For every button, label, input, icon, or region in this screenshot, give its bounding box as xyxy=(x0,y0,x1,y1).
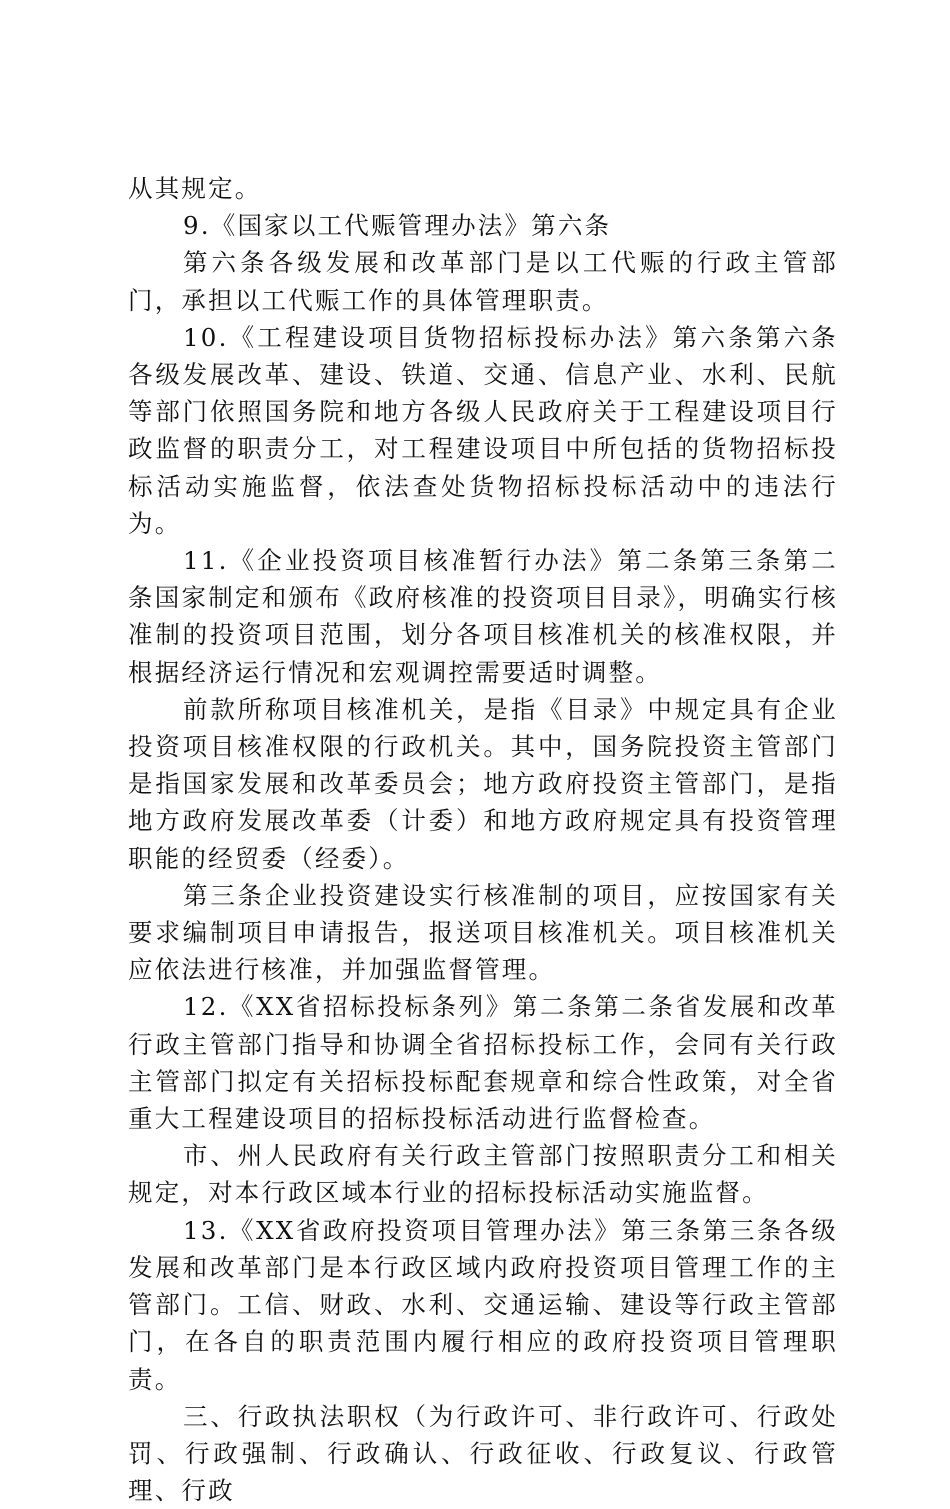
document-body xyxy=(128,170,838,1509)
paragraph: 从其规定。 xyxy=(128,174,262,203)
paragraph: 市、州人民政府有关行政主管部门按照职责分工和相关规定，对本行政区域本行业的招标投标活动实施监督。 xyxy=(128,1141,838,1208)
paragraph: 前款所称项目核准机关，是指《目录》中规定具有企业投资项目核准权限的行政机关。其中，国务院投资主管部门是指国家发展和改革委员会；地方政府投资主管部门，是指地方政府发展改革委（计委）和地方政府规定具有投资管理职能的经贸委（经委）。 xyxy=(128,694,838,873)
paragraph: 第三条企业投资建设实行核准制的项目，应按国家有关要求编制项目申请报告，报送项目核准机关。项目核准机关应依法进行核准，并加强监督管理。 xyxy=(128,880,838,985)
paragraph: 10.《工程建设项目货物招标投标办法》第六条第六条各级发展改革、建设、铁道、交通、信息产业、水利、民航等部门依照国务院和地方各级人民政府关于工程建设项目行政监督的职责分工，对工程建设项目中所包括的货物招标投标活动实施监督，依法查处货物招标投标活动中的违法行为。 xyxy=(128,322,838,538)
paragraph: 11.《企业投资项目核准暂行办法》第二条第三条第二条国家制定和颁布《政府核准的投资项目目录》，明确实行核准制的投资项目范围，划分各项目核准机关的核准权限，并根据经济运行情况和宏观调控需要适时调整。 xyxy=(128,546,838,687)
paragraph: 12.《XX省招标投标条列》第二条第二条省发展和改革行政主管部门指导和协调全省招标投标工作，会同有关行政主管部门拟定有关招标投标配套规章和综合性政策，对全省重大工程建设项目的招标投标活动进行监督检查。 xyxy=(128,992,838,1134)
paragraph: 9.《国家以工代赈管理办法》第六条 xyxy=(183,211,612,241)
paragraph: 13.《XX省政府投资项目管理办法》第三条第三条各级发展和改革部门是本行政区域内政府投资项目管理工作的主管部门。工信、财政、水利、交通运输、建设等行政主管部门，在各自的职责范围内履行相应的政府投资项目管理职责。 xyxy=(128,1215,838,1394)
paragraph: 第六条各级发展和改革部门是以工代赈的行政主管部门，承担以工代赈工作的具体管理职责。 xyxy=(128,248,838,315)
paragraph: 三、行政执法职权（为行政许可、非行政许可、行政处罚、行政强制、行政确认、行政征收、行政复议、行政管理、行政 xyxy=(128,1401,838,1506)
